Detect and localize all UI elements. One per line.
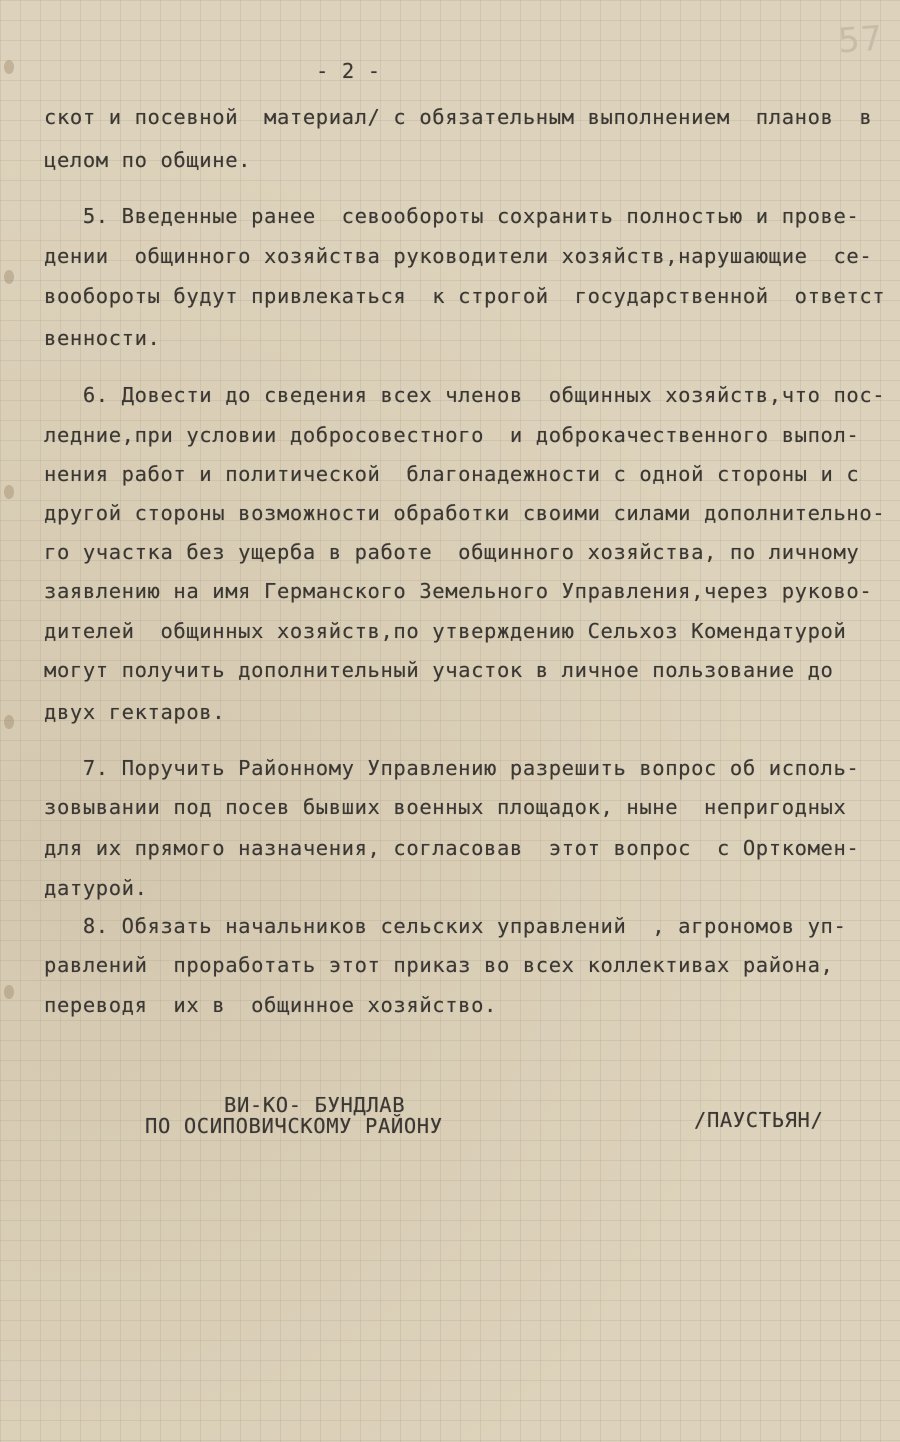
text-line: венности.: [44, 326, 161, 350]
folio-number: 57: [836, 18, 885, 62]
punch-hole-mark: [4, 270, 14, 284]
text-line: 5. Введенные ранее севообороты сохранить полностью и прове-: [44, 204, 860, 228]
text-line: для их прямого назначения, согласовав этот вопрос с Орткомен-: [44, 836, 860, 860]
punch-hole-mark: [4, 985, 14, 999]
text-line: переводя их в общинное хозяйство.: [44, 993, 497, 1017]
text-line: 6. Довести до сведения всех членов общинных хозяйств,что пос-: [44, 383, 886, 407]
signature-org-line1: ВИ-КО- БУНДЛАВ: [224, 1093, 406, 1117]
punch-hole-mark: [4, 715, 14, 729]
punch-hole-mark: [4, 485, 14, 499]
text-line: целом по общине.: [44, 148, 252, 172]
text-line: 8. Обязать начальников сельских управлений , агрономов уп-: [44, 914, 847, 938]
text-line: го участка без ущерба в работе общинного хозяйства, по личному: [44, 540, 860, 564]
text-line: равлений проработать этот приказ во всех коллективах района,: [44, 953, 834, 977]
text-line: могут получить дополнительный участок в личное пользование до: [44, 658, 834, 682]
text-line: другой стороны возможности обработки своими силами дополнительно-: [44, 501, 886, 525]
punch-hole-mark: [4, 60, 14, 74]
text-line: вообороты будут привлекаться к строгой государственной ответст: [44, 284, 886, 308]
text-line: нения работ и политической благонадежности с одной стороны и с: [44, 462, 860, 486]
text-line: заявлению на имя Германского Земельного Управления,через руково-: [44, 579, 873, 603]
page-number: - 2 -: [316, 59, 381, 83]
text-line: дителей общинных хозяйств,по утверждению Сельхоз Комендатурой: [44, 619, 847, 643]
signature-name: /ПАУСТЬЯН/: [694, 1108, 824, 1132]
signature-org-line2: ПО ОСИПОВИЧСКОМУ РАЙОНУ: [145, 1114, 443, 1138]
text-line: ледние,при условии добросовестного и доброкачественного выпол-: [44, 423, 860, 447]
text-line: скот и посевной материал/ с обязательным выполнением планов в: [44, 105, 873, 129]
text-line: зовывании под посев бывших военных площадок, ныне непригодных: [44, 795, 847, 819]
text-line: дении общинного хозяйства руководители хозяйств,нарушающие се-: [44, 244, 873, 268]
text-line: датурой.: [44, 876, 148, 900]
text-line: двух гектаров.: [44, 700, 226, 724]
text-line: 7. Поручить Районному Управлению разрешить вопрос об исполь-: [44, 756, 860, 780]
